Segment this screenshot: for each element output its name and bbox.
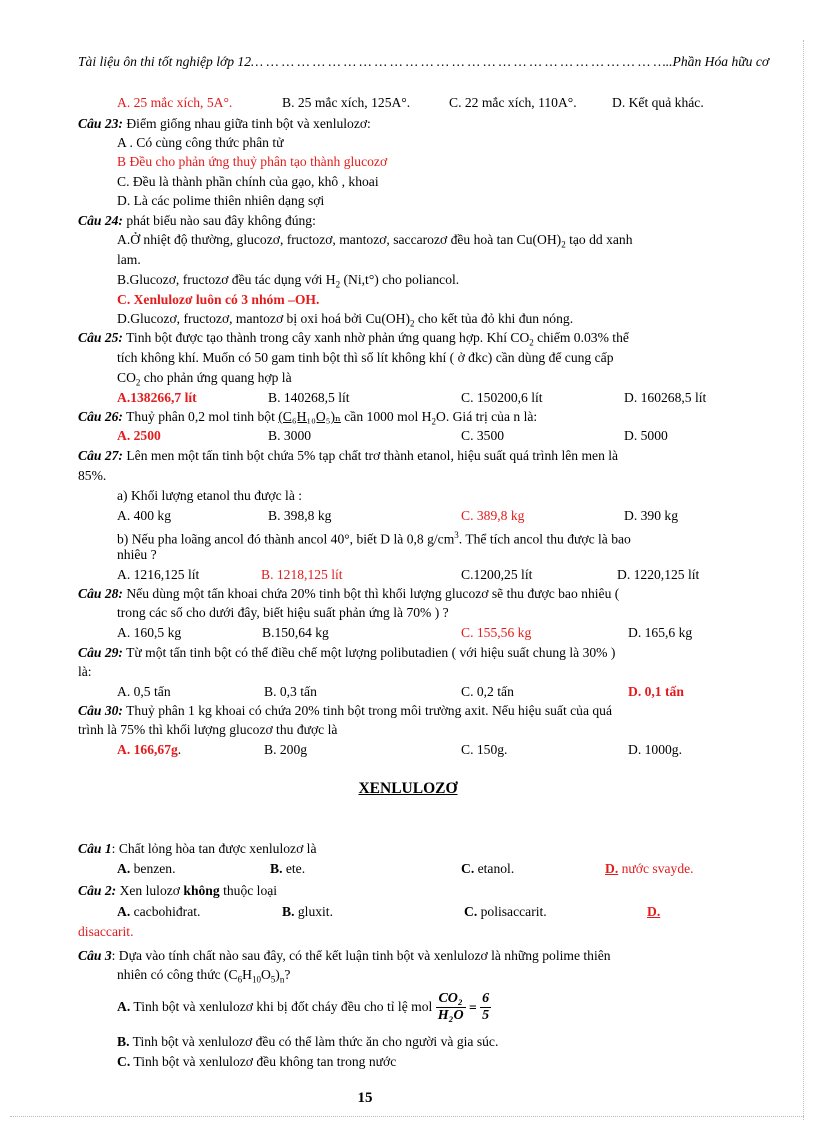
q30-option-d: D. 1000g. bbox=[628, 742, 682, 757]
q27a-option-c: C. 389,8 kg bbox=[461, 508, 525, 523]
s1-option-a: A. benzen. bbox=[117, 861, 176, 876]
q27a-stem: a) Khối lượng etanol thu được là : bbox=[117, 488, 303, 503]
q25-option-a: A.138266,7 lít bbox=[117, 390, 197, 405]
q22-option-d: D. Kết quả khác. bbox=[612, 95, 704, 110]
q29-option-c: C. 0,2 tấn bbox=[461, 684, 514, 699]
q27b-option-c: C.1200,25 lít bbox=[461, 567, 533, 582]
q29-option-d: D. 0,1 tấn bbox=[628, 684, 684, 699]
q24-option-a: A.Ở nhiệt độ thường, glucozơ, fructozơ, mantozơ, saccarozơ đều hoà $\tan Cu(OH)_2$ tạo dd xanh bbox=[117, 232, 633, 250]
q25-option-c: C. 150200,6 lít bbox=[461, 390, 543, 405]
q23-option-a: A . Có cùng công thức phân tử bbox=[117, 135, 284, 150]
s3-stem: Câu 3: Dựa vào tính chất nào sau đây, có thể kết luận tinh bột và xenlulozơ là những polime thiên bbox=[78, 948, 611, 963]
s1-option-d: D. nước svayde. bbox=[605, 861, 694, 876]
q26-option-d: D. 5000 bbox=[624, 428, 668, 443]
q26-option-c: C. 3500 bbox=[461, 428, 505, 443]
header-section: ..Phần Hóa hữu cơ bbox=[665, 54, 770, 69]
s1-option-b: B. ete. bbox=[270, 861, 306, 876]
s2-option-c: C. polisaccarit. bbox=[464, 904, 547, 919]
s2-option-d-text: disaccarit. bbox=[78, 924, 134, 939]
s1-option-c: C. etanol. bbox=[461, 861, 515, 876]
q27b-stem: b) Nếu pha loãng ancol đó thành ancol 40°, biết D là 0,8 $g/cm^3$. Thể tích ancol thu được là bao bbox=[117, 530, 631, 547]
q28-option-d: D. 165,6 kg bbox=[628, 625, 693, 640]
s2-option-b: B. gluxit. bbox=[282, 904, 333, 919]
q28-option-c: C. 155,56 kg bbox=[461, 625, 532, 640]
q27-stem-line2: 85%. bbox=[78, 468, 107, 483]
q28-option-b: B.150,64 kg bbox=[262, 625, 329, 640]
s2-option-a: A. cacbohiđrat. bbox=[117, 904, 201, 919]
q24-option-d: D.Glucozơ, fructozơ, mantozơ bị oxi hoá bởi $Cu(OH)_2$ cho kết tủa đỏ khi đun nóng. bbox=[117, 311, 574, 329]
s3-stem-line2: nhiên có công thức $(C_6H_{10}O_5)_n$? bbox=[117, 967, 291, 985]
q24-option-a-cont: lam. bbox=[117, 252, 141, 267]
s3-option-b: B. Tinh bột và xenlulozơ đều có thể làm thức ăn cho người và gia súc. bbox=[117, 1034, 499, 1049]
q30-option-c: C. 150g. bbox=[461, 742, 508, 757]
q24-option-b: B.Glucozơ, fructozơ đều tác dụng với $H_2$ (Ni,t°) cho poliancol. bbox=[117, 272, 460, 290]
q25-option-b: B. 140268,5 lít bbox=[268, 390, 350, 405]
q29-stem-line2: là: bbox=[78, 664, 92, 679]
q27b-option-b: B. 1218,125 lít bbox=[261, 567, 343, 582]
q25-stem-line3: $CO_2$ cho phản ứng quang hợp là bbox=[117, 370, 292, 388]
q29-option-a: A. 0,5 tấn bbox=[117, 684, 171, 699]
s3-option-a: A. Tinh bột và xenlulozơ khi bị đốt cháy đều cho tỉ lệ mol $\frac{\text{CO₂}}{\text{H₂O}}$ = $\frac{6}{5}$ bbox=[117, 991, 490, 1024]
q23-stem: Câu 23: Điểm giống nhau giữa tinh bột và xenlulozơ: bbox=[78, 116, 371, 131]
header-dots: … … … … … … … … … … … … … … … … … … … … … … … … … … … bbox=[251, 54, 666, 69]
q27b-stem-line2: nhiêu ? bbox=[117, 547, 157, 562]
q28-option-a: A. 160,5 kg bbox=[117, 625, 182, 640]
s3-option-c: C. Tinh bột và xenlulozơ đều không tan trong nước bbox=[117, 1054, 397, 1069]
q22-option-b: B. 25 mắc xích, 125A°. bbox=[282, 95, 411, 110]
q28-stem-line2: trong các số cho dưới đây, biết hiệu suất phản ứng là 70% ) ? bbox=[117, 605, 449, 620]
s2-stem: Câu 2: Xen lulozơ không thuộc loại bbox=[78, 883, 278, 898]
q30-option-a: A. 166,67g. bbox=[117, 742, 182, 757]
q25-stem: Câu 25: Tinh bột được tạo thành trong cây xanh nhờ phản ứng quang hợp. Khí $CO_2$ chiếm 0.03% thể bbox=[78, 330, 629, 348]
q27a-option-a: A. 400 kg bbox=[117, 508, 171, 523]
ratio-fraction: $\frac{\text{CO₂}}{\text{H₂O}}$ bbox=[437, 991, 464, 1024]
q28-stem: Câu 28: Nếu dùng một tấn khoai chứa 20% tinh bột thì khối lượng glucozơ sẽ thu được bao nhiêu ( bbox=[78, 586, 620, 601]
page-border-right bbox=[803, 40, 804, 1120]
page-number: 15 bbox=[357, 1090, 373, 1106]
q24-stem: Câu 24: phát biểu nào sau đây không đúng: bbox=[78, 213, 316, 228]
q24-option-c: C. Xenlulozơ luôn có 3 nhóm –OH. bbox=[117, 292, 320, 307]
q27b-option-a: A. 1216,125 lít bbox=[117, 567, 200, 582]
q26-option-a: A. 2500 bbox=[117, 428, 161, 443]
q26-stem: Câu 26: Thuỷ phân 0,2 mol tinh bột (C₆H₁₀O₅)ₙ cần 1000 mol $H_2O$. Giá trị của n là: bbox=[78, 409, 538, 427]
ratio-value-fraction: $\frac{6}{5}$ bbox=[482, 991, 490, 1024]
q27a-option-d: D. 390 kg bbox=[624, 508, 678, 523]
q22-option-c: C. 22 mắc xích, 110A°. bbox=[449, 95, 577, 110]
q22-option-a: A. 25 mắc xích, 5A°. bbox=[117, 95, 233, 110]
s1-stem: Câu 1: Chất lỏng hòa tan được xenlulozơ là bbox=[78, 841, 317, 856]
q23-option-b: B Đều cho phản ứng thuỷ phân tạo thành glucozơ bbox=[117, 154, 388, 169]
q26-option-b: B. 3000 bbox=[268, 428, 312, 443]
q30-option-b: B. 200g bbox=[264, 742, 308, 757]
q23-option-d: D. Là các polime thiên nhiên dạng sợi bbox=[117, 193, 325, 208]
q29-stem: Câu 29: Từ một tấn tinh bột có thể điều chế một lượng polibutadien ( với hiệu suất chung là 30% ) bbox=[78, 645, 616, 660]
section-title: XENLULOZƠ bbox=[358, 780, 458, 797]
q30-stem-line2: trình là 75% thì khối lượng glucozơ thu được là bbox=[78, 722, 338, 737]
q25-stem-line2: tích không khí. Muốn có 50 gam tinh bột thì số lít không khí ( ở đkc) cần dùng để cung cấp bbox=[117, 350, 614, 365]
q27-stem: Câu 27: Lên men một tấn tinh bột chứa 5% tạp chất trơ thành etanol, hiệu suất quá trình lên men là bbox=[78, 448, 619, 463]
page-border-bottom bbox=[10, 1116, 804, 1117]
s2-option-d: D. bbox=[647, 904, 661, 919]
page-header bbox=[78, 54, 770, 70]
q29-option-b: B. 0,3 tấn bbox=[264, 684, 317, 699]
q23-option-c: C. Đều là thành phần chính của gạo, khô , khoai bbox=[117, 174, 379, 189]
q27a-option-b: B. 398,8 kg bbox=[268, 508, 332, 523]
q27b-option-d: D. 1220,125 lít bbox=[617, 567, 700, 582]
q25-option-d: D. 160268,5 lít bbox=[624, 390, 707, 405]
header-title: Tài liệu ôn thi tốt nghiệp lớp 12 bbox=[78, 54, 252, 69]
q30-stem: Câu 30: Thuỷ phân 1 kg khoai có chứa 20% tinh bột trong môi trường axit. Nếu hiệu suất của quá bbox=[78, 703, 613, 718]
